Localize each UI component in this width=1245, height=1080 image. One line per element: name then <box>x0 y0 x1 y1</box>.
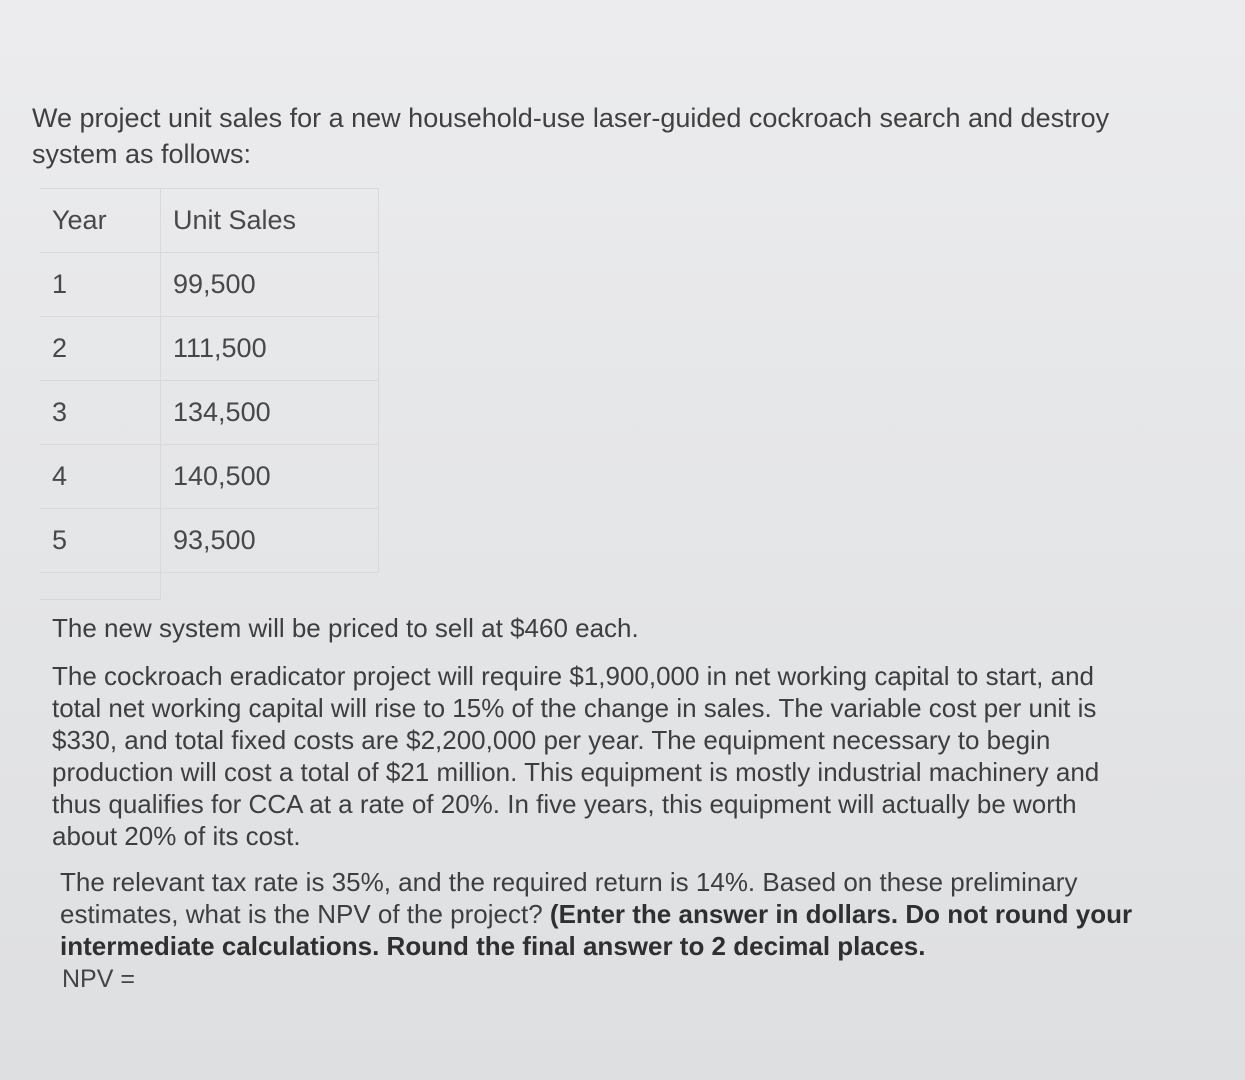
year-cell: 2 <box>40 317 161 381</box>
unit-sales-table <box>40 188 379 600</box>
year-cell: 3 <box>40 381 161 445</box>
header-unit-sales: Unit Sales <box>161 189 379 253</box>
question-text <box>60 866 1140 962</box>
table-row <box>40 317 379 381</box>
table-spacer-row <box>40 573 379 600</box>
project-details-text: The cockroach eradicator project will require $1,900,000 in net working capital to start, and total net working capital will rise to 15% of the change in sales. The variable cost per unit is $330, and total fixed costs are $2,200,000 per year. The equipment necessary to begin production will cost a total of $21 million. This equipment is mostly industrial machinery and thus qualifies for CCA at a rate of 20%. In five years, this equipment will actually be worth about 20% of its cost. <box>52 661 1100 851</box>
table-header-row <box>40 189 379 253</box>
npv-label: NPV = <box>62 965 135 993</box>
question-body: The relevant tax rate is 35%, and the required return is 14%. Based on these preliminary estimates, what is the NPV of the project? <box>60 867 1078 929</box>
table-row <box>40 253 379 317</box>
price-text: The new system will be priced to sell at $460 each. <box>52 613 639 643</box>
table-row <box>40 509 379 573</box>
intro-text: We project unit sales for a new household-use laser-guided cockroach search and destroy system as follows: <box>32 103 1110 169</box>
unit-sales-cell: 93,500 <box>161 509 379 573</box>
npv-input[interactable] <box>142 965 306 995</box>
spacer-cell <box>40 573 161 600</box>
table-row <box>40 445 379 509</box>
unit-sales-cell: 140,500 <box>161 445 379 509</box>
spacer-cell <box>161 573 379 600</box>
answer-instruction: (Enter the answer in dollars. Do not round your intermediate calculations. Round the final answer to 2 decimal places. <box>60 899 1133 961</box>
year-cell: 4 <box>40 445 161 509</box>
year-cell: 5 <box>40 509 161 573</box>
header-year: Year <box>40 189 161 253</box>
unit-sales-cell: 99,500 <box>161 253 379 317</box>
table-row <box>40 381 379 445</box>
unit-sales-cell: 134,500 <box>161 381 379 445</box>
unit-sales-cell: 111,500 <box>161 317 379 381</box>
npv-answer-row <box>62 965 306 995</box>
year-cell: 1 <box>40 253 161 317</box>
